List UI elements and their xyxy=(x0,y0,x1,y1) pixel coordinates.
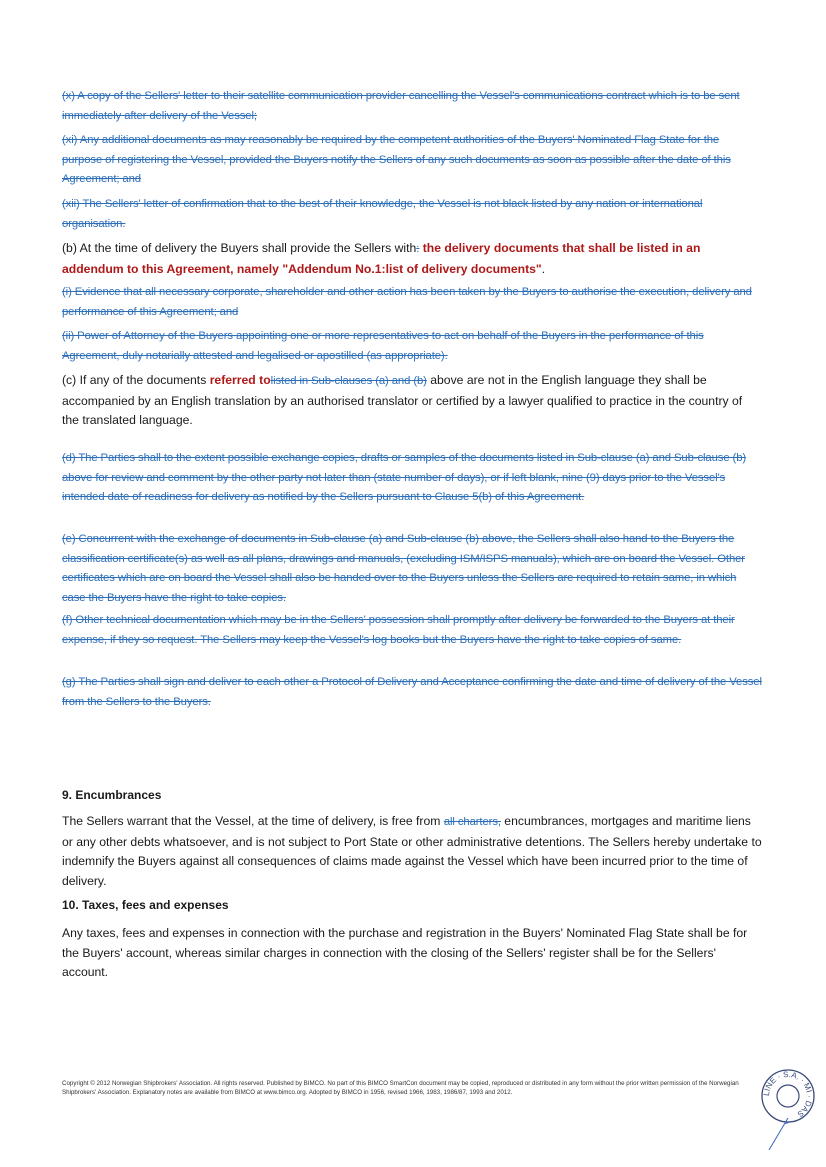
clause-8b-inserted: the delivery documents that shall be listed in an addendum to this Agreement, namely "Addendum No.1:list of delivery documents" xyxy=(62,241,701,276)
clause-8d-deleted: (d) The Parties shall to the extent possible exchange copies, drafts or samples of the documents listed in Sub-clause (a) and Sub-clause (b) above for review and comment by the other party not later than (state number of days), or if left blank, nine (9) days prior to the Vessel's intended date of readiness for delivery as notified by the Sellers pursuant to Clause 5(b) of this Agreement. xyxy=(62,452,747,503)
clause-8b-ii-deleted: (ii) Power of Attorney of the Buyers appointing one or more representatives to act on behalf of the Buyers in the performance of this Agreement, duly notarially attested and legalised or apostilled (as appropriate). xyxy=(62,330,704,362)
clause-8b-text: (b) At the time of delivery the Buyers shall provide the Sellers with xyxy=(62,241,417,255)
clause-9-heading: 9. Encumbrances xyxy=(62,788,162,802)
clause-9-start: The Sellers warrant that the Vessel, at the time of delivery, is free from xyxy=(62,814,444,828)
clause-9-end: encumbrances, mortgages and maritime liens or any other debts whatsoever, and is not subject to Port State or other administrative detentions. The Sellers hereby undertake to indemnify the Buyers against all consequences of claims made against the Vessel which have been incurred prior to the time of delivery. xyxy=(62,814,762,888)
clause-8c xyxy=(62,371,762,431)
signature-icon xyxy=(766,1112,796,1152)
clause-8a-xi-deleted: (xi) Any additional documents as may reasonably be required by the competent authorities of the Buyers' Nominated Flag State for the purpose of registering the Vessel, provided the Buyers notify the Sellers of any such documents as soon as possible after the date of this Agreement; and xyxy=(62,134,731,185)
clause-8b-end: . xyxy=(541,261,546,276)
clause-8c-deleted: listed in Sub-clauses (a) and (b) xyxy=(270,375,427,387)
clause-8g-deleted: (g) The Parties shall sign and deliver to each other a Protocol of Delivery and Acceptance confirming the date and time of delivery of the Vessel from the Sellers to the Buyers. xyxy=(62,676,762,708)
clause-8b-deleted: : xyxy=(416,243,420,255)
clause-8e-deleted: (e) Concurrent with the exchange of documents in Sub-clause (a) and Sub-clause (b) above, the Sellers shall also hand to the Buyers the classification certificate(s) as well as all plans, drawings and manuals, (excluding ISM/ISPS manuals), which are on board the Vessel. Other certificates which are on board the Vessel shall also be handed over to the Buyers unless the Sellers are required to retain same, in which case the Buyers have the right to take copies. xyxy=(62,533,745,604)
clause-9-text xyxy=(62,812,762,891)
clause-8a-xii-deleted: (xii) The Sellers' letter of confirmation that to the best of their knowledge, the Vessel is not black listed by any nation or international organisation. xyxy=(62,198,703,230)
clause-8b-i-deleted: (i) Evidence that all necessary corporate, shareholder and other action has been taken by the Buyers to authorise the execution, delivery and performance of this Agreement; and xyxy=(62,286,752,318)
svg-text:LINE · S.A. · MI · DAS: LINE · S.A. · MI · DAS xyxy=(761,1069,815,1119)
clause-10-text: Any taxes, fees and expenses in connection with the purchase and registration in the Buyers' Nominated Flag State shall be for the Buyers' account, whereas similar charges in connection with the closing of the Sellers' register shall be for the Sellers' account. xyxy=(62,926,748,979)
clause-8f-deleted: (f) Other technical documentation which may be in the Sellers' possession shall promptly after delivery be forwarded to the Buyers at their expense, if they so request. The Sellers may keep the Vessel's log books but the Buyers have the right to take copies of same. xyxy=(62,614,735,646)
clause-9-deleted: all charters, xyxy=(443,816,501,828)
footer-copyright: Copyright © 2012 Norwegian Shipbrokers' Association. All rights reserved. Published by BIMCO. No part of this BIMCO SmartCon document may be copied, reproduced or distributed in any form without the prior written permission of the Norwegian Shipbrokers' Association. Explanatory notes are available from BIMCO at www.bimco.org. Adopted by BIMCO in 1956, revised 1966, 1983, 1986/87, 1993 and 2012. xyxy=(62,1080,739,1096)
clause-8c-start: (c) If any of the documents xyxy=(62,373,210,387)
clause-8c-inserted: referred to xyxy=(209,373,271,387)
clause-8b xyxy=(62,239,762,279)
clause-8c-end: above are not in the English language they shall be accompanied by an English translation by an authorised translator or certified by a lawyer qualified to practice in the country of the translated language. xyxy=(62,373,743,427)
clause-8a-x-deleted: (x) A copy of the Sellers' letter to their satellite communication provider cancelling the Vessel's communications contract which is to be sent immediately after delivery of the Vessel; xyxy=(62,90,740,122)
clause-10-heading: 10. Taxes, fees and expenses xyxy=(62,898,229,912)
